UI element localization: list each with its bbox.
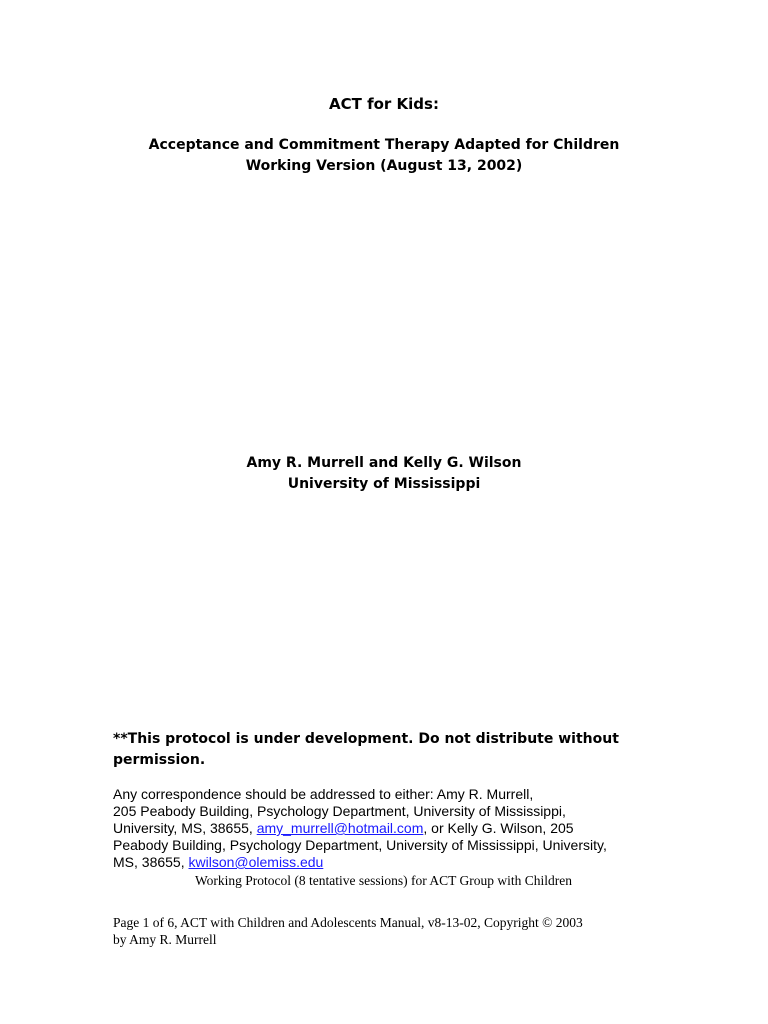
correspondence-line-1: Any correspondence should be addressed to either: Amy R. Murrell,: [113, 786, 534, 802]
correspondence-block: [113, 786, 658, 871]
correspondence-line-3-pre: University, MS, 38655,: [113, 820, 257, 836]
distribution-warning: [113, 729, 658, 771]
email-link-murrell[interactable]: amy_murrell@hotmail.com: [256, 820, 424, 836]
email-link-wilson[interactable]: kwilson@olemiss.edu: [188, 854, 324, 870]
warning-line-2: permission.: [113, 752, 206, 768]
authors-block: [0, 453, 768, 495]
subtitle-line-1: Acceptance and Commitment Therapy Adapted for Children: [148, 137, 620, 153]
author-affiliation: University of Mississippi: [287, 476, 481, 492]
page-footer: [113, 914, 658, 948]
footer-line-2: by Amy R. Murrell: [113, 932, 217, 947]
correspondence-line-3: [113, 820, 658, 837]
correspondence-line-4: Peabody Building, Psychology Department, University of Mississippi, University,: [113, 837, 607, 853]
protocol-heading: Working Protocol (8 tentative sessions) for ACT Group with Children: [195, 873, 572, 888]
warning-line-1: **This protocol is under development. Do not distribute without: [113, 731, 619, 747]
correspondence-line-2: 205 Peabody Building, Psychology Department, University of Mississippi,: [113, 803, 566, 819]
footer-line-1: Page 1 of 6, ACT with Children and Adolescents Manual, v8-13-02, Copyright © 2003: [113, 915, 583, 930]
correspondence-line-5: [113, 854, 658, 871]
author-names: Amy R. Murrell and Kelly G. Wilson: [246, 455, 522, 471]
correspondence-line-5-pre: MS, 38655,: [113, 854, 189, 870]
subtitle-line-2: Working Version (August 13, 2002): [245, 158, 523, 174]
document-subtitle: [0, 135, 768, 177]
document-title: ACT for Kids:: [329, 95, 439, 113]
correspondence-line-3-post: , or Kelly G. Wilson, 205: [423, 820, 574, 836]
